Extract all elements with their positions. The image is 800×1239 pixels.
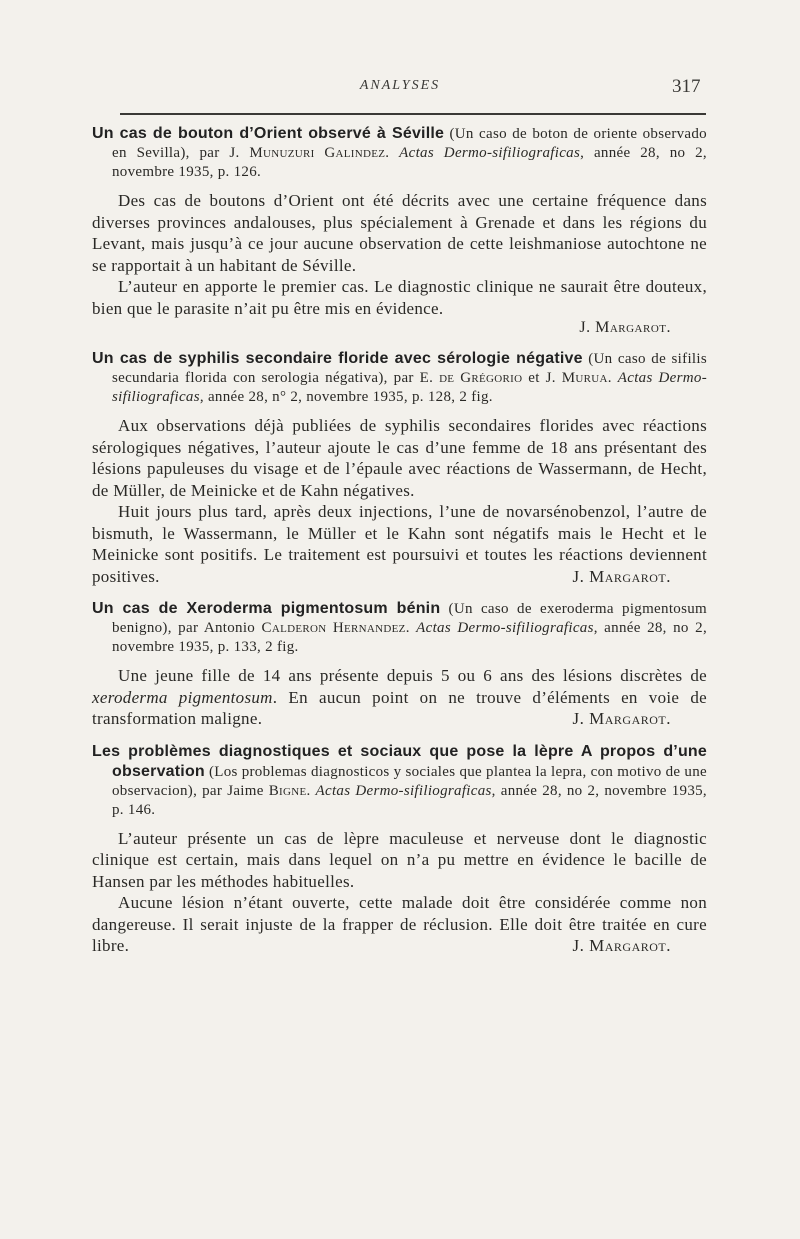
emphasis-text: xeroderma pigmentosum: [92, 687, 273, 707]
reference-text: .: [385, 145, 400, 161]
reference: [92, 349, 707, 407]
header-rule: [120, 113, 706, 115]
paragraph: Aux observations déjà publiées de syphilis secondaires florides avec réactions sérologiques négatives, l’auteur ajoute le cas d’une femme de 18 ans présentant des lésions papuleuses du visage et de l’épaule avec réactions de Wassermann, de Hecht, de Müller, de Meinicke et de Kahn négatives.: [92, 416, 707, 500]
author-name: Munuzuri Galindez: [249, 145, 386, 161]
paragraph-text: Huit jours plus tard, après deux injections, l’une de novarsénobenzol, l’autre de bismuth, le Wassermann, le Müller et le Kahn sont négatifs mais le Hecht et le Meinicke sont positifs. Le traitement est poursuivi et toutes les réactions deviennent positives.: [92, 502, 707, 586]
entry-title: Un cas de syphilis secondaire floride avec sérologie négative: [92, 350, 583, 367]
reference: [92, 124, 707, 182]
reference-text: .: [607, 370, 618, 386]
journal-name: Actas Dermo-sifiliograficas: [416, 620, 594, 636]
reference-text: .: [405, 620, 417, 636]
entry-title: Un cas de bouton d’Orient observé à Séville: [92, 125, 445, 142]
review-entry-3: [92, 599, 707, 730]
author-name: Murua: [561, 370, 608, 386]
reference-text: .: [306, 782, 316, 799]
reference-text: (Un caso de boton de oriente observado en Sevilla), par J.: [112, 126, 707, 161]
entry-title: Un cas de Xeroderma pigmentosum bénin: [92, 600, 441, 617]
paragraph: L’auteur en apporte le premier cas. Le diagnostic clinique ne saurait être douteux, bien que le parasite n’ait pu être mis en évidence.: [92, 277, 707, 318]
paragraph: [92, 665, 707, 730]
signature: J. Margarot.: [572, 566, 671, 586]
reference-text: , année 28, no 2, novembre 1935, p. 133, 2 fig.: [112, 620, 707, 655]
reference-text: (Los problemas diagnosticos y sociales que plantea la lepra, con motivo de une observacion), par Jaime: [112, 763, 707, 799]
signature: J. Margarot.: [579, 319, 671, 336]
article-content: [92, 124, 707, 969]
journal-name: Actas Dermo-sifiliograficas: [399, 145, 581, 161]
reference: [92, 742, 707, 820]
paragraph: [92, 892, 707, 957]
reference-text: et J.: [522, 370, 562, 386]
page-number: 317: [672, 76, 701, 97]
paragraph-text: Aucune lésion n’étant ouverte, cette malade doit être considérée comme non dangereuse. Il serait injuste de la frapper de réclusion. Elle doit être traitée en cure libre.: [92, 893, 707, 955]
review-entry-4: [92, 742, 707, 957]
reference-text: (Un caso de exeroderma pigmentosum benigno), par Antonio: [112, 601, 707, 636]
paragraph: [92, 501, 707, 587]
author-name: Bigne: [268, 782, 307, 799]
author-name: de Grégorio: [439, 370, 523, 386]
paragraph: Des cas de boutons d’Orient ont été décrits avec une certaine fréquence dans diverses provinces andalouses, plus spécialement à Grenade et dans les régions du Levant, mais jusqu’à ce jour aucune observation de cette leishmaniose autochtone ne se rapportait à un habitant de Séville.: [92, 191, 707, 275]
paragraph: L’auteur présente un cas de lèpre maculeuse et nerveuse dont le diagnostic clinique est certain, mais dans lequel on n’a pu mettre en évidence le bacille de Hansen par les méthodes habituelles.: [92, 828, 707, 891]
paragraph-text: Une jeune fille de 14 ans présente depuis 5 ou 6 ans des lésions discrètes de: [118, 666, 707, 685]
reference-text: , année 28, no 2, novembre 1935, p. 126.: [112, 145, 707, 180]
paragraph-text: . En aucun point on ne trouve d’éléments en voie de transformation maligne.: [92, 687, 707, 728]
reference-text: , année 28, n° 2, novembre 1935, p. 128, 2 fig.: [199, 389, 493, 405]
entry-title: Les problèmes diagnostiques et sociaux que pose la lèpre A propos d’une observation: [92, 742, 707, 780]
signature: J. Margarot.: [572, 709, 671, 728]
running-title: ANALYSES: [359, 78, 441, 93]
signature: J. Margarot.: [572, 936, 671, 955]
journal-name: Actas Dermo-sifiliograficas: [315, 782, 492, 799]
reference-text: (Un caso de sifilis secundaria florida con serologia négativa), par E.: [112, 351, 707, 386]
journal-name: Actas Dermo-sifiliograficas: [112, 370, 707, 405]
review-entry-1: [92, 124, 707, 337]
author-name: Calderon Hernandez: [261, 620, 406, 636]
review-entry-2: [92, 349, 707, 587]
reference: [92, 599, 707, 657]
reference-text: , année 28, no 2, novembre 1935, p. 146.: [112, 782, 707, 818]
